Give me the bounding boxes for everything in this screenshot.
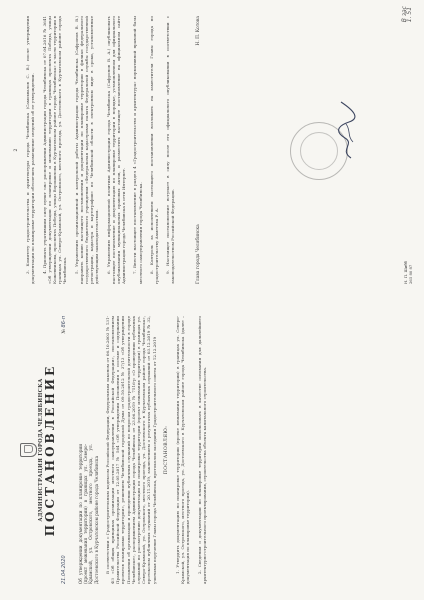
date-number-line	[62, 316, 67, 584]
item-7: 7. Внести настоящее постановление в раздел 4 «Градостроительство и архитектура» нормативной правовой базы местного самоуправления города Челябинска.	[132, 16, 143, 284]
page-number: 2	[14, 148, 19, 152]
document-date: 21.04.2020	[61, 555, 68, 584]
item-9: 9. Настоящее постановление вступает в силу после его официального опубликования в соответствии с законодательством Российской Федерации.	[165, 16, 176, 284]
preamble-paragraph: В соответствии с Градостроительным кодексом Российской Федерации, Федеральным законом от 06.10.2003 № 131-ФЗ «Об общих принципах организации местного самоуправления в Российской Федерации», постановлением Правительства Российской Федерации от 12.05.2017 № 564 «Об утверждении Положения о составе и содержании проектов планировки территории», решением Челябинской городской Думы от 09.10.2012 № 37/13 «Об утверждении Положения об организации и проведении публичных слушаний по вопросам градостроительной деятельности в городе Челябинске», распоряжением Администрации города Челябинска от 23.06.2019 № 7516-р «О проведении публичных слушаний по рассмотрению документации по планировке территории (проект межевания территории) в границах ул. Северо-Крымской, ул. Островского, местного проезда, ул. Достоевского в Курчатовском районе города Челябинска», протоколом публичных слушаний от 20.11.2019, заключением о результатах публичных слушаний от 03.12.2019 № 32, учитывая поручение Главы города Челябинска, протоколом заседания Градостроительного совета от 12.12.2019	[104, 316, 157, 584]
page-1	[0, 300, 424, 600]
marginal-note-1: В зас	[400, 6, 408, 23]
item-1: 1. Утвердить документацию по планировке территории (проект межевания территории) в границах ул. Северо-Крымской, ул. Островского, местного проезда, ул. Достоевского в Курчатовском районе города Челябинска (далее – документация по планировке территории).	[175, 316, 191, 584]
signature-block	[196, 16, 201, 284]
item-8: 8. Контроль за исполнением настоящего постановления возложить на заместителя Главы города по градостроительству Ахметова Р. А.	[148, 16, 160, 284]
signatory-position: Глава города Челябинска	[195, 224, 201, 284]
item-4: 4. Признать утратившим силу пункт «ж» распоряжения Администрации города Челябинска от 07.04.2016 № 3641 «Об утверждении документации по планировке и межеванию территории в границах проспекта Победы, улицы Кожевникова, проспекта Победы, улицы Ворошилова в Курчатовском районе города Челябинска» в части территории в границах ул. Северо-Крымской, ул. Островского, местного проезда, ул. Достоевского в Курчатовском районе города Челябинска.	[41, 16, 68, 284]
number-label: №	[61, 329, 68, 334]
item-3: 3. Комитету градостроительства и архитектуры города Челябинска (Самохвалов С. В.) после утверждения документации по планировке территории обеспечить размещение сведений об ее утверждении.	[25, 16, 36, 284]
executor-phone: 265 80 87	[408, 264, 414, 284]
handwritten-signature	[335, 100, 357, 160]
decree-heading: ПОСТАНОВЛЯЮ:	[163, 425, 169, 475]
executor-note	[404, 261, 414, 284]
executor-name: Н. П. Шибб	[403, 261, 409, 284]
document-number-group	[62, 316, 67, 334]
document-type: ПОСТАНОВЛЕНИЕ	[43, 363, 58, 537]
coat-of-arms-icon	[20, 443, 37, 457]
document-header	[20, 316, 58, 584]
signatory-name: Н. П. Котова	[195, 16, 201, 46]
organization-name: АДМИНИСТРАЦИЯ ГОРОДА ЧЕЛЯБИНСКА	[38, 378, 44, 522]
document-subject: Об утверждении документации по планировке территории (проект межевания территории) в границах ул. Северо-Крымской, ул. Островского, местного проезда, ул. Достоевского в Курчатовском районе города Челябинска	[77, 444, 99, 584]
marginal-note-2: 1. 51	[405, 6, 413, 23]
item-6: 6. Управлению информационной политики Администрации города Челябинска (Сафронов В. А.) опубликовать настоящее постановление и документацию по планировке территории в порядке, установленном для официального опубликования муниципальных правовых актов, и разместить настоящее постановление на официальном сайте Администрации города Челябинска в сети Интернет.	[105, 16, 127, 284]
item-2: 2. Сведения о документации по планировке территории использовать в качестве основания для дальнейшего архитектурно-строительного проектирования, строительства объекта капитального строительства.	[196, 316, 207, 584]
handwritten-marginalia	[402, 6, 412, 22]
item-5: 5. Управлению организационной и контрольной работы Администрации города Челябинска (Сафронов В. В.) направить копию настоящего постановления и документации по планировке территории в филиал федерального государственного бюджетного учреждения «Федеральная кадастровая палата Федеральной службы государственной регистрации, кадастра и картографии» по Челябинской области в электронном виде в сроки, установленные действующим законодательством.	[73, 16, 100, 284]
document-number: 86-п	[61, 316, 68, 328]
